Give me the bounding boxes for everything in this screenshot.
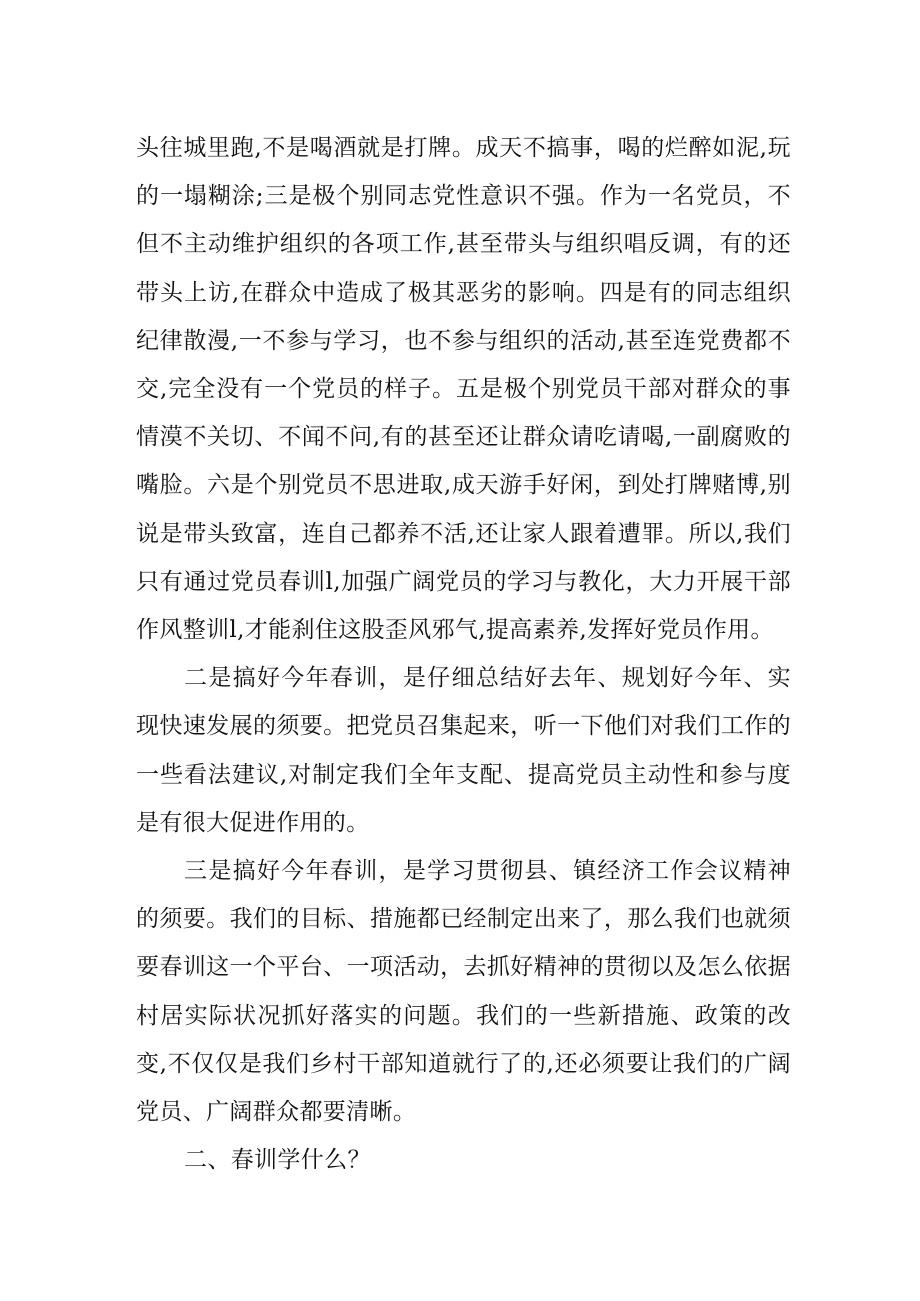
section-heading: 二、春训学什么？ xyxy=(184,1147,371,1174)
paragraph-third-point: 三是搞好今年春训，是学习贯彻县、镇经济工作会议精神的须要。我们的目标、措施都已经制定出来了，那么我们也就须要春训这一个平台、一项活动，去抓好精神的贯彻以及怎么依据村居实际状况抓好落实的问题。我们的一些新措施、政策的改变,不仅仅是我们乡村干部知道就行了的,还必须要让我们的广阔党员、广阔群众都要清晰。 xyxy=(136,858,791,1126)
paragraph-continuation: 头往城里跑,不是喝酒就是打牌。成天不搞事，喝的烂醉如泥,玩的一塌糊涂;三是极个别同志党性意识不强。作为一名党员，不但不主动维护组织的各项工作,甚至带头与组织唱反调，有的还带头上访,在群众中造成了极其恶劣的影响。四是有的同志组织纪律散漫,一不参与学习，也不参与组织的活动,甚至连党费都不交,完全没有一个党员的样子。五是极个别党员干部对群众的事情漠不关切、不闻不问,有的甚至还让群众请吃请喝,一副腐败的嘴脸。六是个别党员不思进取,成天游手好闲，到处打牌赌博,别说是带头致富，连自己都养不活,还让家人跟着遭罪。所以,我们只有通过党员春训l,加强广阔党员的学习与教化，大力开展干部作风整训l,才能刹住这股歪风邪气,提高素养,发挥好党员作用。 xyxy=(136,135,791,644)
paragraph-second-point: 二是搞好今年春训，是仔细总结好去年、规划好今年、实现快速发展的须要。把党员召集起来，听一下他们对我们工作的一些看法建议,对制定我们全年支配、提高党员主动性和参与度是有很大促进作用的。 xyxy=(136,665,791,836)
document-body xyxy=(136,124,791,1184)
